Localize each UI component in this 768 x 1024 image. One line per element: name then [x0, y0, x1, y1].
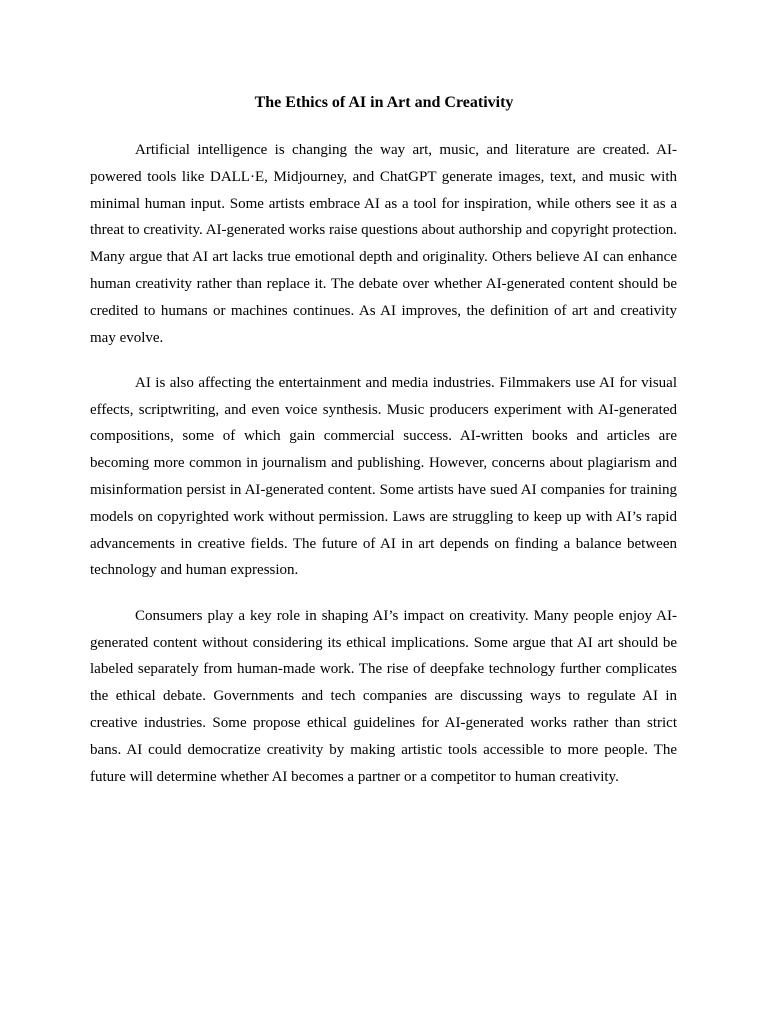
document-title: The Ethics of AI in Art and Creativity	[254, 94, 514, 111]
document-body	[90, 137, 677, 809]
paragraph-3: Consumers play a key role in shaping AI’s impact on creativity. Many people enjoy AI-generated content without considering its ethical implications. Some argue that AI art should be labeled separately from human-made work. The rise of deepfake technology further complicates the ethical debate. Governments and tech companies are discussing ways to regulate AI in creative industries. Some propose ethical guidelines for AI-generated works rather than strict bans. AI could democratize creativity by making artistic tools accessible to more people. The future will determine whether AI becomes a partner or a competitor to human creativity.	[90, 607, 677, 785]
paragraph-1: Artificial intelligence is changing the way art, music, and literature are created. AI-powered tools like DALL·E, Midjourney, and ChatGPT generate images, text, and music with minimal human input. Some artists embrace AI as a tool for inspiration, while others see it as a threat to creativity. AI-generated works raise questions about authorship and copyright protection. Many argue that AI art lacks true emotional depth and originality. Others believe AI can enhance human creativity rather than replace it. The debate over whether AI-generated content should be credited to humans or machines continues. As AI improves, the definition of art and creativity may evolve.	[90, 142, 677, 346]
paragraph-2: AI is also affecting the entertainment and media industries. Filmmakers use AI for visual effects, scriptwriting, and even voice synthesis. Music producers experiment with AI-generated compositions, some of which gain commercial success. AI-written books and articles are becoming more common in journalism and publishing. However, concerns about plagiarism and misinformation persist in AI-generated content. Some artists have sued AI companies for training models on copyrighted work without permission. Laws are struggling to keep up with AI’s rapid advancements in creative fields. The future of AI in art depends on finding a balance between technology and human expression.	[90, 374, 677, 579]
